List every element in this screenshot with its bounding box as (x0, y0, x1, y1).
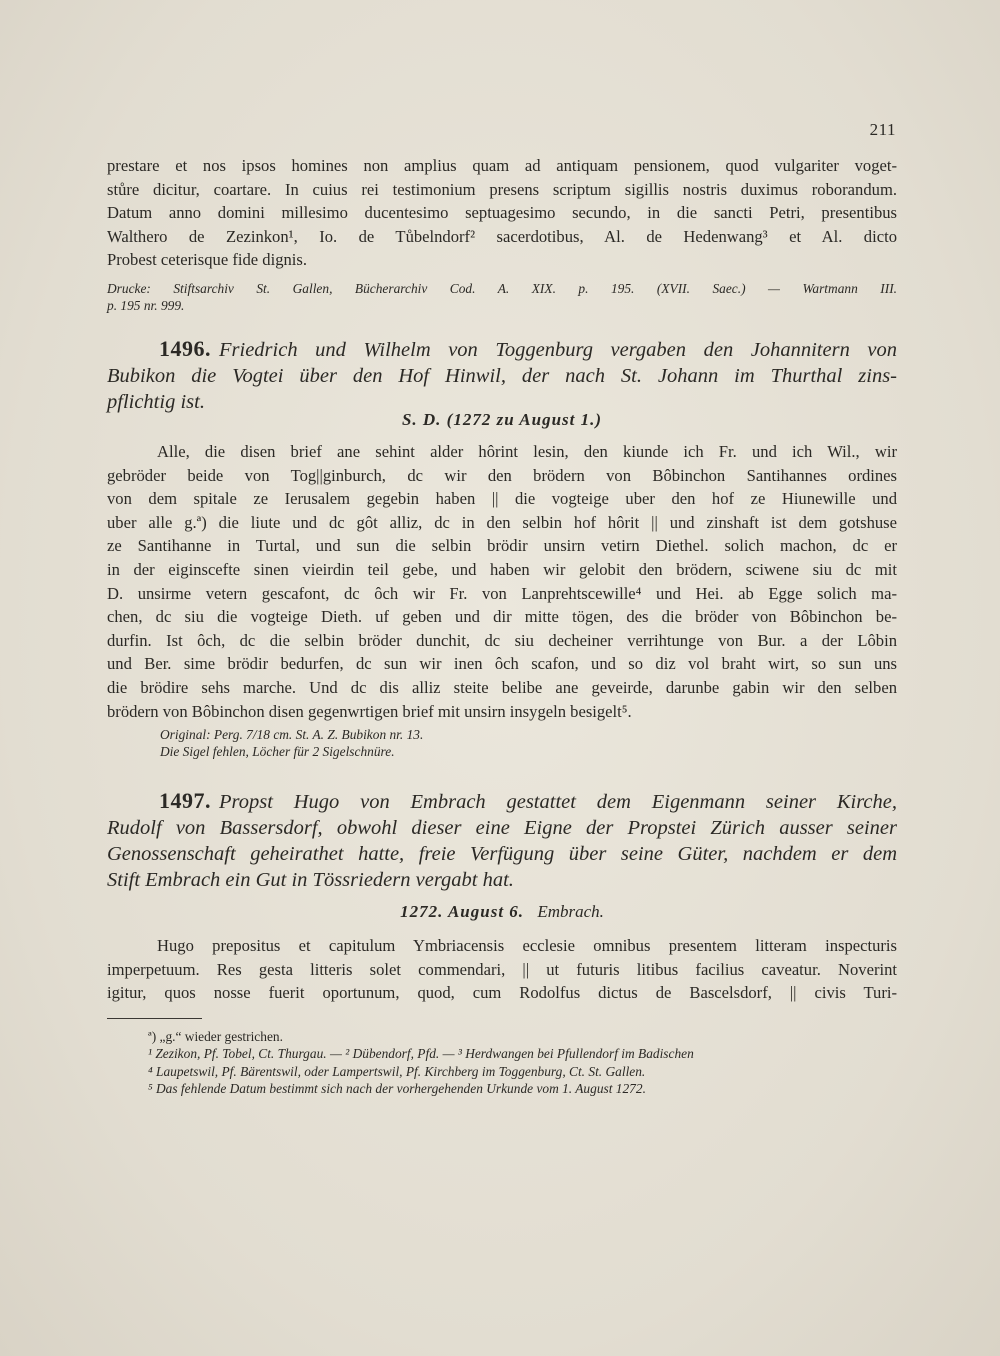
note-line: Die Sigel fehlen, Löcher für 2 Sigelschnüre. (160, 744, 395, 759)
title-line: Propst Hugo von Embrach gestattet dem Eigenmann seiner Kirche, (219, 791, 897, 813)
charter-1496-heading (107, 336, 897, 415)
page-number: 211 (869, 120, 896, 139)
title-line: Friedrich und Wilhelm von Toggenburg vergaben den Johannitern von (219, 339, 897, 361)
charter-number: 1497. (159, 788, 211, 813)
footnotes (148, 1028, 908, 1097)
footnote: ¹ Zezikon, Pf. Tobel, Ct. Thurgau. — ² Dübendorf, Pfd. — ³ Herdwangen bei Pfullendorf im Badischen (148, 1046, 694, 1062)
text-line: die brödire sehs marche. Und dc dis alliz steite belibe ane geveirde, darunbe gabin wir den selben (107, 677, 897, 697)
text-line: Probest ceterisque fide dignis. (107, 250, 308, 270)
text-line: uber alle g.ª) die liute und dc gôt alliz, dc in den selbin hof hôrit || und zinshaft ist dem gotshuse (107, 512, 897, 532)
text-line: D. unsirme vetern gescafont, dc ôch wir Fr. von Lanprehtscewille⁴ und Hei. ab Egge solich ma- (107, 583, 897, 603)
title-line: Bubikon die Vogtei über den Hof Hinwil, der nach St. Johann im Thurthal zins- (107, 365, 897, 387)
text-line: Walthero de Zezinkon¹, Io. de Tůbelndorf² sacerdotibus, Al. de Hedenwang³ et Al. dicto (107, 226, 897, 246)
text-line: ze Santihanne in Turtal, und sun die selbin brödir unsirn vetirn Diethel. solich machon, dc er (107, 536, 897, 556)
text-line: brödern von Bôbinchon disen gegenwrtigen brief mit unsirn insygeln besigelt⁵. (107, 701, 632, 721)
text-line: Datum anno domini millesimo ducentesimo septuagesimo secundo, in die sancti Petri, presentibus (107, 203, 897, 223)
text-line: chen, dc siu die vogteige Dieth. uf geben und dir mitte tögen, des die bröder von Bôbinchon be- (107, 607, 897, 627)
text-line: von dem spitale ze Ierusalem gegebin haben || die vogteige uber den hof ze Hiunewille und (107, 489, 897, 509)
charter-1497-body (107, 934, 897, 1005)
text-line: igitur, quos nosse fuerit oportunum, quod, cum Rodolfus dictus de Bascelsdorf, || civis Turi- (107, 983, 897, 1003)
continuation-paragraph (107, 154, 897, 272)
place-text: Embrach. (537, 902, 604, 921)
charter-1497-date (107, 902, 897, 922)
note-line: p. 195 nr. 999. (107, 298, 185, 313)
prints-note (107, 280, 897, 314)
note-line: Original: Perg. 7/18 cm. St. A. Z. Bubikon nr. 13. (160, 727, 424, 742)
title-line: Genossenschaft geheirathet hatte, freie Verfügung über seine Güter, nachdem er dem (107, 843, 897, 865)
charter-1497-heading (107, 788, 897, 893)
text-line: in der eiginscefte sinen vieirdin teil gebe, und haben wir gelobit den brödern, sciwene siu dc mit (107, 559, 897, 579)
charter-1496-date: S. D. (1272 zu August 1.) (401, 410, 603, 429)
title-line: Stift Embrach ein Gut in Tössriedern vergabt hat. (107, 869, 514, 891)
footnote: ª) „g.“ wieder gestrichen. (148, 1029, 283, 1044)
footnote-divider (107, 1018, 202, 1019)
charter-1496-body (107, 440, 897, 723)
text-line: imperpetuum. Res gesta litteris solet commendari, || ut futuris litibus facilius caveatur. Noverint (107, 959, 897, 979)
text-line: durfin. Ist ôch, dc die selbin bröder dunchit, dc siu decheiner verrihtunge von Bur. a der Lôbin (107, 630, 897, 650)
title-line: Rudolf von Bassersdorf, obwohl dieser eine Eigne der Propstei Zürich ausser seiner (107, 817, 897, 839)
text-line: Hugo prepositus et capitulum Ymbriacensis ecclesie omnibus presentem litteram inspecturis (157, 936, 897, 955)
text-line: und Ber. sime brödir bedurfen, dc sun wir inen ôch scafon, und so diz vol braht wirt, so sun uns (107, 654, 897, 674)
text-line: stůre dicitur, coartare. In cuius rei testimonium presens scriptum sigillis nostris duximus roborandum. (107, 179, 897, 199)
footnote: ⁵ Das fehlende Datum bestimmt sich nach der vorhergehenden Urkunde vom 1. August 1272. (148, 1080, 646, 1096)
text-line: Alle, die disen brief ane sehint alder hôrint lesin, den kiunde ich Fr. und ich Wil., wir (157, 442, 897, 461)
text-line: gebröder beide von Tog||ginburch, dc wir den brödern von Bôbinchon Santihannes ordines (107, 465, 897, 485)
date-text: 1272. August 6. (400, 902, 525, 921)
text-line: prestare et nos ipsos homines non amplius quam ad antiquam pensionem, quod vulgariter voget- (107, 156, 897, 175)
charter-1496-original-note (160, 726, 860, 760)
title-line: pflichtig ist. (107, 391, 205, 413)
footnote: ⁴ Laupetswil, Pf. Bärentswil, oder Lampertswil, Pf. Kirchberg im Toggenburg, Ct. St. Gallen. (148, 1063, 646, 1079)
note-line: Drucke: Stiftsarchiv St. Gallen, Bücherarchiv Cod. A. XIX. p. 195. (XVII. Saec.) — Wartmann III. (107, 281, 897, 296)
charter-number: 1496. (159, 336, 211, 361)
